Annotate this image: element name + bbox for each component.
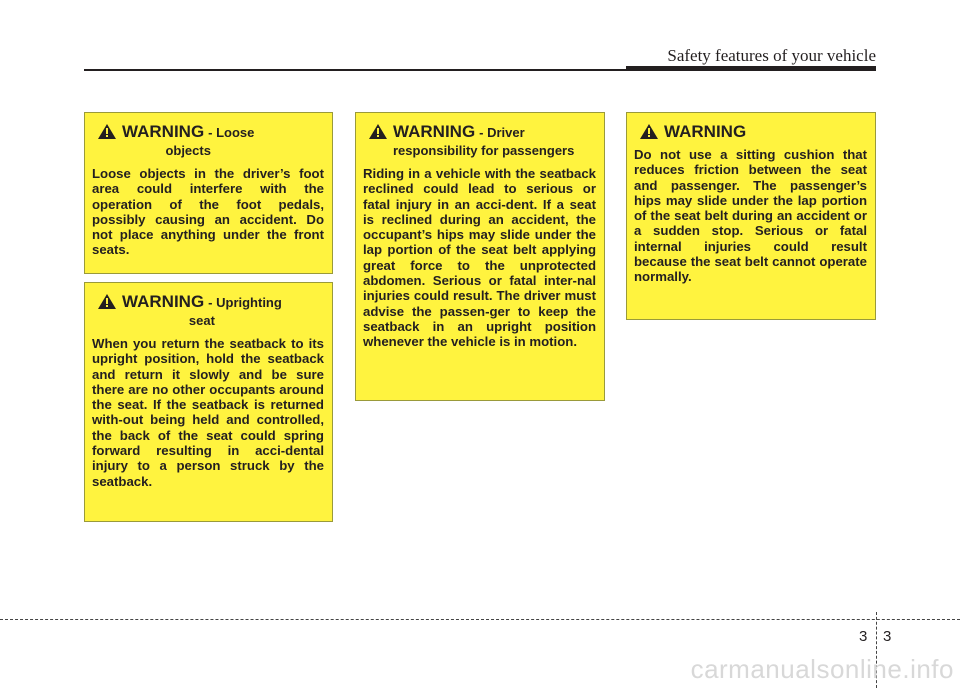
- warning-title: [634, 123, 867, 141]
- warning-text: Riding in a vehicle with the seatback reclined could lead to serious or fatal injury in an acci-dent. If a seat is reclined during an accident, the occupant’s hips may slide under the lap portion of the seat belt applying great force to the unprotected abdomen. Serious or fatal inter-nal injuries could result. The driver must advise the passen-ger to keep the seatback in an upright position whenever the vehicle is in motion.: [363, 166, 596, 350]
- warning-box-uprighting-seat: [84, 282, 333, 522]
- warning-text: Loose objects in the driver’s foot area could interfere with the operation of the foot pedals, possibly causing an accident. Do not place anything under the front seats.: [92, 166, 324, 258]
- warning-triangle-icon: [640, 124, 658, 139]
- chapter-number: 3: [859, 628, 868, 645]
- warning-box-sitting-cushion: [626, 112, 876, 320]
- warning-text: When you return the seatback to its upright position, hold the seatback and return it slowly and be sure there are no other occupants around the seat. If the seatback is returned with-out being held and controlled, the back of the seat could spring forward resulting in acci-dental injury to a person struck by the seatback.: [92, 336, 324, 489]
- warning-subtitle: - Loose: [208, 125, 255, 140]
- warning-subtitle-cont: seat: [188, 313, 215, 328]
- warning-title: [92, 123, 324, 160]
- warning-title: [92, 293, 324, 330]
- warning-title: [363, 123, 596, 160]
- warning-triangle-icon: [369, 124, 387, 139]
- warning-label: WARNING: [122, 292, 205, 311]
- warning-text: Do not use a sitting cushion that reduces friction between the seat and passenger. The passenger’s hips may slide under the lap portion of the seat belt during an accident or a sudden stop. Serious or fatal internal injuries could result because the seat belt cannot operate normally.: [634, 147, 867, 285]
- warning-subtitle: - Driver: [479, 125, 525, 140]
- warning-box-loose-objects: [84, 112, 333, 274]
- footer-rule: [0, 619, 960, 620]
- header-title: Safety features of your vehicle: [667, 46, 876, 65]
- warning-triangle-icon: [98, 124, 116, 139]
- warning-subtitle-cont: responsibility for passengers: [393, 143, 575, 158]
- warning-label: WARNING: [122, 122, 205, 141]
- warning-subtitle-cont: objects: [165, 143, 211, 158]
- warning-subtitle: - Uprighting: [208, 295, 282, 310]
- warning-box-driver-responsibility: [355, 112, 605, 401]
- watermark: carmanualsonline.info: [690, 654, 954, 684]
- warning-label: WARNING: [393, 122, 476, 141]
- warning-triangle-icon: [98, 294, 116, 309]
- warning-label: WARNING: [664, 122, 747, 141]
- header-rule-accent: [626, 66, 876, 71]
- page-number: 3: [883, 628, 892, 645]
